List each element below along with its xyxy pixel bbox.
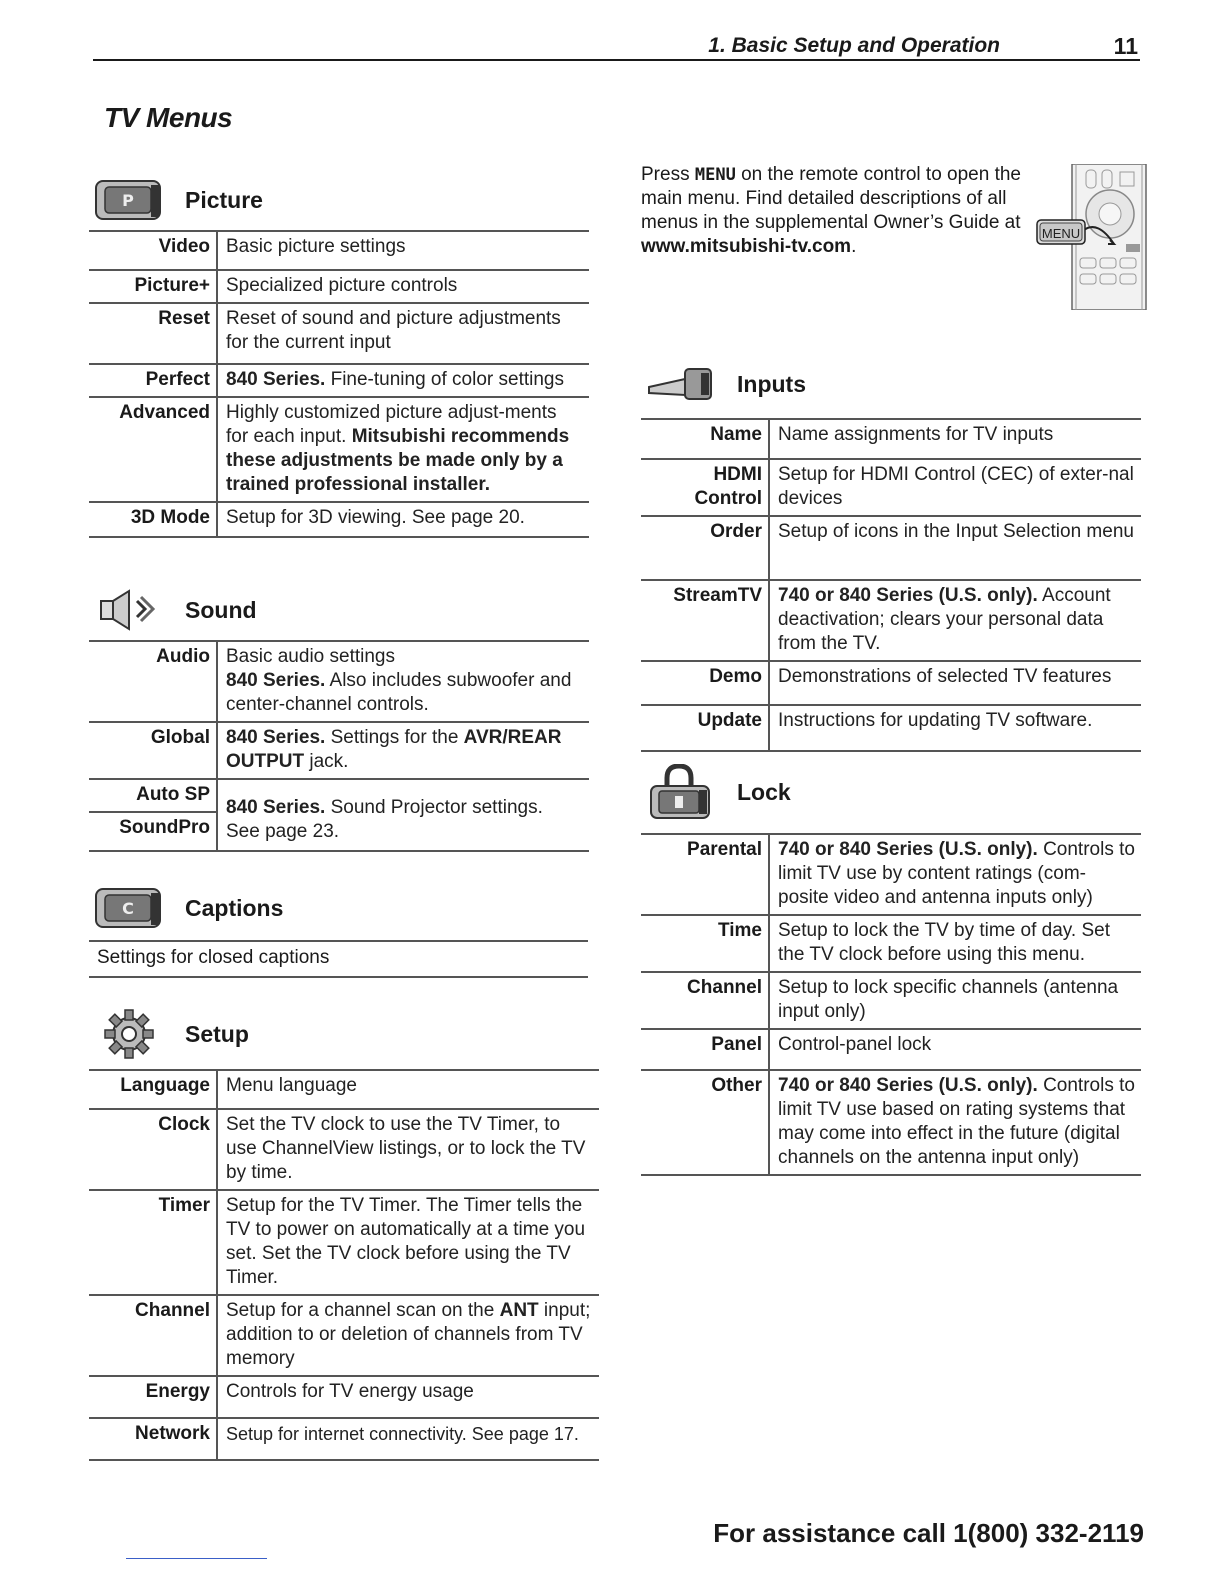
row-key: Clock <box>89 1109 217 1190</box>
row-desc: Controls for TV energy usage <box>217 1376 599 1418</box>
series-note: 740 or 840 Series (U.S. only). <box>778 1075 1038 1096</box>
sound-table <box>89 640 589 852</box>
table-row <box>89 1070 599 1109</box>
table-row <box>89 1109 599 1190</box>
row-desc: Setup to lock specific channels (antenna input only) <box>769 972 1141 1029</box>
row-key: Timer <box>89 1190 217 1295</box>
table-row <box>641 580 1141 661</box>
row-key: Panel <box>641 1029 769 1070</box>
table-row <box>89 397 589 502</box>
table-row <box>641 834 1141 915</box>
table-row <box>641 972 1141 1029</box>
row-key: SoundPro <box>89 812 217 851</box>
row-desc: Specialized picture controls <box>217 270 589 303</box>
row-desc: Setup for HDMI Control (CEC) of exter-nal devices <box>769 459 1141 516</box>
recommendation-note: Mitsubishi recommends these adjustments be made only by a trained professional installer. <box>226 426 570 495</box>
picture-icon-letter: P <box>122 191 134 210</box>
row-desc: Setup for internet connectivity. See page 17. <box>217 1418 599 1460</box>
row-desc: Basic picture settings <box>217 231 589 270</box>
row-desc: Control-panel lock <box>769 1029 1141 1070</box>
row-desc: Highly customized picture adjust-ments for each input. Mitsubishi recommends these adjustments be made only by a trained professional installer. <box>217 397 589 502</box>
intro-paragraph: Press MENU on the remote control to open the main menu. Find detailed descriptions of all menus in the supplemental Owner’s Guide at www.mitsubishi-tv.com. <box>641 164 1021 257</box>
setup-title: Setup <box>185 1020 249 1047</box>
table-row <box>641 459 1141 516</box>
series-note: 840 Series. <box>226 797 326 818</box>
series-note: 840 Series. <box>226 369 326 390</box>
row-key: Other <box>641 1070 769 1175</box>
setup-table <box>89 1069 599 1461</box>
remote-menu-button: MENU <box>1041 226 1081 241</box>
row-key: Channel <box>641 972 769 1029</box>
row-key: Auto SP <box>89 779 217 812</box>
picture-icon <box>93 176 163 224</box>
table-row <box>89 231 589 270</box>
page-number: 11 <box>1113 33 1138 59</box>
captions-icon <box>93 884 163 932</box>
table-row <box>641 915 1141 972</box>
row-desc: Set the TV clock to use the TV Timer, to use ChannelView listings, or to lock the TV by time. <box>217 1109 599 1190</box>
picture-section-header <box>93 176 263 224</box>
row-desc: 740 or 840 Series (U.S. only). Account deactivation; clears your personal data from the TV. <box>769 580 1141 661</box>
row-desc: Setup for a channel scan on the ANT input; addition to or deletion of channels from TV memory <box>217 1295 599 1376</box>
row-desc: Instructions for updating TV software. <box>769 705 1141 751</box>
row-key: Parental <box>641 834 769 915</box>
row-desc: 840 Series. Settings for the AVR/REAR OUTPUT jack. <box>217 722 589 779</box>
table-row <box>641 661 1141 705</box>
website-link[interactable]: www.mitsubishi-tv.com <box>641 236 852 257</box>
series-note: 840 Series. <box>226 670 326 691</box>
table-row <box>89 270 589 303</box>
captions-icon-letter: C <box>122 899 134 918</box>
captions-section-header <box>93 884 283 932</box>
row-key: Perfect <box>89 364 217 397</box>
captions-description: Settings for closed captions <box>89 940 588 978</box>
table-row <box>641 516 1141 580</box>
table-row <box>89 1418 599 1460</box>
remote-illustration <box>1036 164 1150 310</box>
row-key: Update <box>641 705 769 751</box>
row-key: Order <box>641 516 769 580</box>
jack-name: AVR/REAR OUTPUT <box>226 727 562 772</box>
row-key: Audio <box>89 641 217 722</box>
lock-icon <box>645 768 715 816</box>
table-row <box>89 1295 599 1376</box>
row-key: Name <box>641 419 769 459</box>
table-row <box>89 1190 599 1295</box>
table-row <box>89 722 589 779</box>
row-key: Global <box>89 722 217 779</box>
speaker-icon <box>93 586 163 634</box>
row-key: 3D Mode <box>89 502 217 537</box>
row-key: Channel <box>89 1295 217 1376</box>
table-row <box>89 641 589 722</box>
row-desc: Name assignments for TV inputs <box>769 419 1141 459</box>
row-desc: 740 or 840 Series (U.S. only). Controls to limit TV use by content ratings (com-posite video and antenna inputs only) <box>769 834 1141 915</box>
row-desc: Setup for 3D viewing. See page 20. <box>217 502 589 537</box>
row-desc: Setup of icons in the Input Selection menu <box>769 516 1141 580</box>
series-note: 740 or 840 Series (U.S. only). <box>778 585 1038 606</box>
row-key: Network <box>89 1418 217 1460</box>
gear-icon <box>93 1010 163 1058</box>
row-key: Video <box>89 231 217 270</box>
table-row <box>89 1376 599 1418</box>
table-row <box>89 779 589 812</box>
row-desc: Setup to lock the TV by time of day. Set the TV clock before using this menu. <box>769 915 1141 972</box>
input-cable-icon <box>645 360 715 408</box>
inputs-section-header <box>645 360 806 408</box>
row-key: Demo <box>641 661 769 705</box>
page-title: TV Menus <box>104 102 233 133</box>
row-key: HDMI Control <box>641 459 769 516</box>
table-row <box>641 1070 1141 1175</box>
row-desc: 840 Series. Sound Projector settings. See page 23. <box>217 779 589 851</box>
row-desc: Basic audio settings 840 Series. Also includes subwoofer and center-channel controls. <box>217 641 589 722</box>
row-key: Picture+ <box>89 270 217 303</box>
row-key: Energy <box>89 1376 217 1418</box>
lock-table <box>641 833 1141 1176</box>
row-key: Time <box>641 915 769 972</box>
sound-title: Sound <box>185 596 257 623</box>
table-row <box>641 705 1141 751</box>
picture-title: Picture <box>185 186 263 213</box>
picture-table <box>89 230 589 538</box>
series-note: 740 or 840 Series (U.S. only). <box>778 839 1038 860</box>
inputs-title: Inputs <box>737 370 806 397</box>
menu-key-name: MENU <box>694 165 736 185</box>
chapter-title: 1. Basic Setup and Operation <box>708 34 1000 57</box>
row-desc: Demonstrations of selected TV features <box>769 661 1141 705</box>
header-rule <box>93 59 1140 61</box>
setup-section-header <box>93 1010 249 1058</box>
footnote-rule <box>126 1558 267 1559</box>
row-key: Advanced <box>89 397 217 502</box>
row-key: StreamTV <box>641 580 769 661</box>
row-desc: Setup for the TV Timer. The Timer tells the TV to power on automatically at a time you set. Set the TV clock before using the TV Timer. <box>217 1190 599 1295</box>
row-desc: 840 Series. Fine-tuning of color settings <box>217 364 589 397</box>
lock-title: Lock <box>737 778 791 805</box>
row-desc: Menu language <box>217 1070 599 1109</box>
sound-section-header <box>93 586 257 634</box>
row-desc: 740 or 840 Series (U.S. only). Controls to limit TV use based on rating systems that may come into effect in the future (digital channels on the antenna input only) <box>769 1070 1141 1175</box>
row-key: Reset <box>89 303 217 364</box>
assistance-footer: For assistance call 1(800) 332-2119 <box>713 1518 1144 1548</box>
series-note: 840 Series. <box>226 727 326 748</box>
table-row <box>89 502 589 537</box>
captions-title: Captions <box>185 894 284 921</box>
table-row <box>89 364 589 397</box>
table-row <box>89 303 589 364</box>
row-key: Language <box>89 1070 217 1109</box>
row-desc: Reset of sound and picture adjustments for the current input <box>217 303 589 364</box>
lock-section-header <box>645 768 791 816</box>
table-row <box>641 419 1141 459</box>
table-row <box>641 1029 1141 1070</box>
input-name: ANT <box>499 1300 539 1321</box>
inputs-table <box>641 418 1141 752</box>
